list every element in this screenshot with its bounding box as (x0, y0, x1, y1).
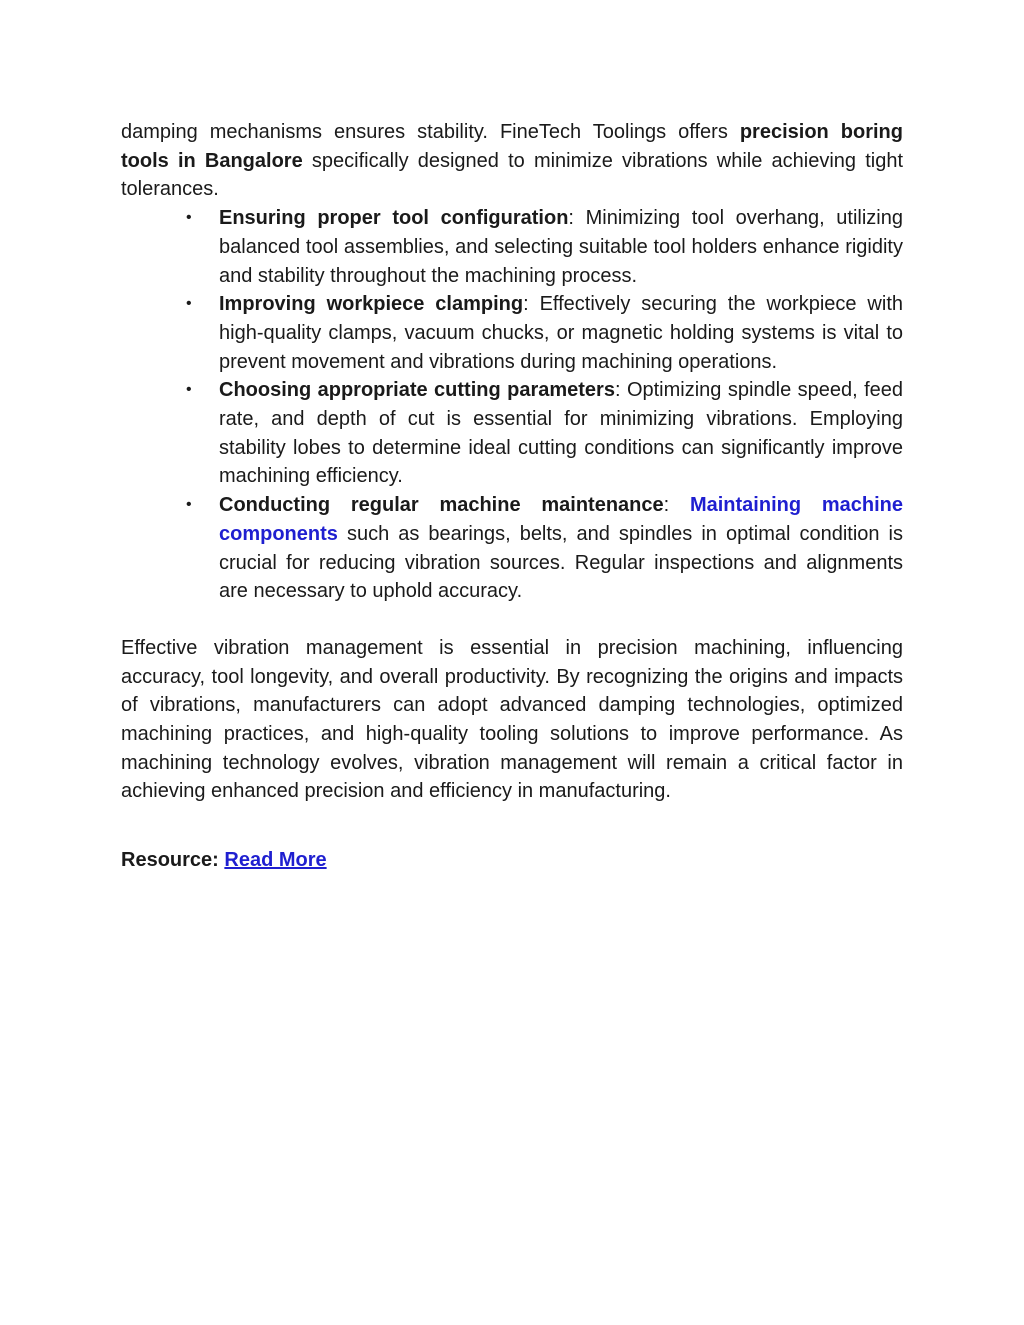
bullet-icon: • (186, 209, 192, 227)
continuation-text-before: damping mechanisms ensures stability. FineTech Toolings offers (121, 121, 740, 143)
list-item (186, 204, 903, 290)
list-item-title: Conducting regular machine maintenance (219, 494, 664, 517)
list-item (186, 290, 903, 376)
list-item-title: Choosing appropriate cutting parameters (219, 379, 615, 402)
list-item-separator: : (663, 494, 690, 517)
maintaining-machine-components-link[interactable]: Maintaining machine components (219, 494, 903, 545)
list-item-text: : Effectively securing the workpiece with high-quality clamps, vacuum chucks, or magnetic holding systems is vital to prevent movement and vibrations during machining operations. (219, 293, 903, 373)
resource-line (121, 846, 903, 875)
bullet-icon: • (186, 496, 192, 514)
continuation-text-after: specifically designed to minimize vibrations while achieving tight tolerances. (121, 149, 904, 201)
list-item-text: : Minimizing tool overhang, utilizing balanced tool assemblies, and selecting suitable tool holders enhance rigidity and stability throughout the machining process. (219, 207, 903, 287)
document-page (121, 118, 903, 875)
list-item-title: Improving workpiece clamping (219, 293, 524, 316)
list-item-text: : Optimizing spindle speed, feed rate, and depth of cut is essential for minimizing vibrations. Employing stability lobes to determine ideal cutting conditions can significantly improve machining efficiency. (219, 379, 904, 488)
list-item-text: such as bearings, belts, and spindles in optimal condition is crucial for reducing vibration sources. Regular inspections and alignments are necessary to uphold accuracy. (219, 522, 903, 603)
read-more-link[interactable]: Read More (224, 849, 327, 872)
list-item (186, 491, 903, 606)
list-item-title: Ensuring proper tool configuration (219, 207, 569, 230)
precision-boring-tools-phrase: precision boring tools in Bangalore (121, 121, 903, 172)
continuation-paragraph (121, 118, 903, 204)
list-item (186, 376, 904, 491)
bullet-icon: • (186, 295, 192, 313)
bullet-icon: • (186, 381, 192, 399)
resource-label: Resource: (121, 849, 225, 872)
conclusion-paragraph: Effective vibration management is essential in precision machining, influencing accuracy, tool longevity, and overall productivity. By recognizing the origins and impacts of vibrations, manufacturers can adopt advanced damping technologies, optimized machining practices, and high-quality tooling solutions to improve performance. As machining technology evolves, vibration management will remain a critical factor in achieving enhanced precision and efficiency in manufacturing. (121, 636, 903, 803)
bullet-list (121, 204, 903, 606)
